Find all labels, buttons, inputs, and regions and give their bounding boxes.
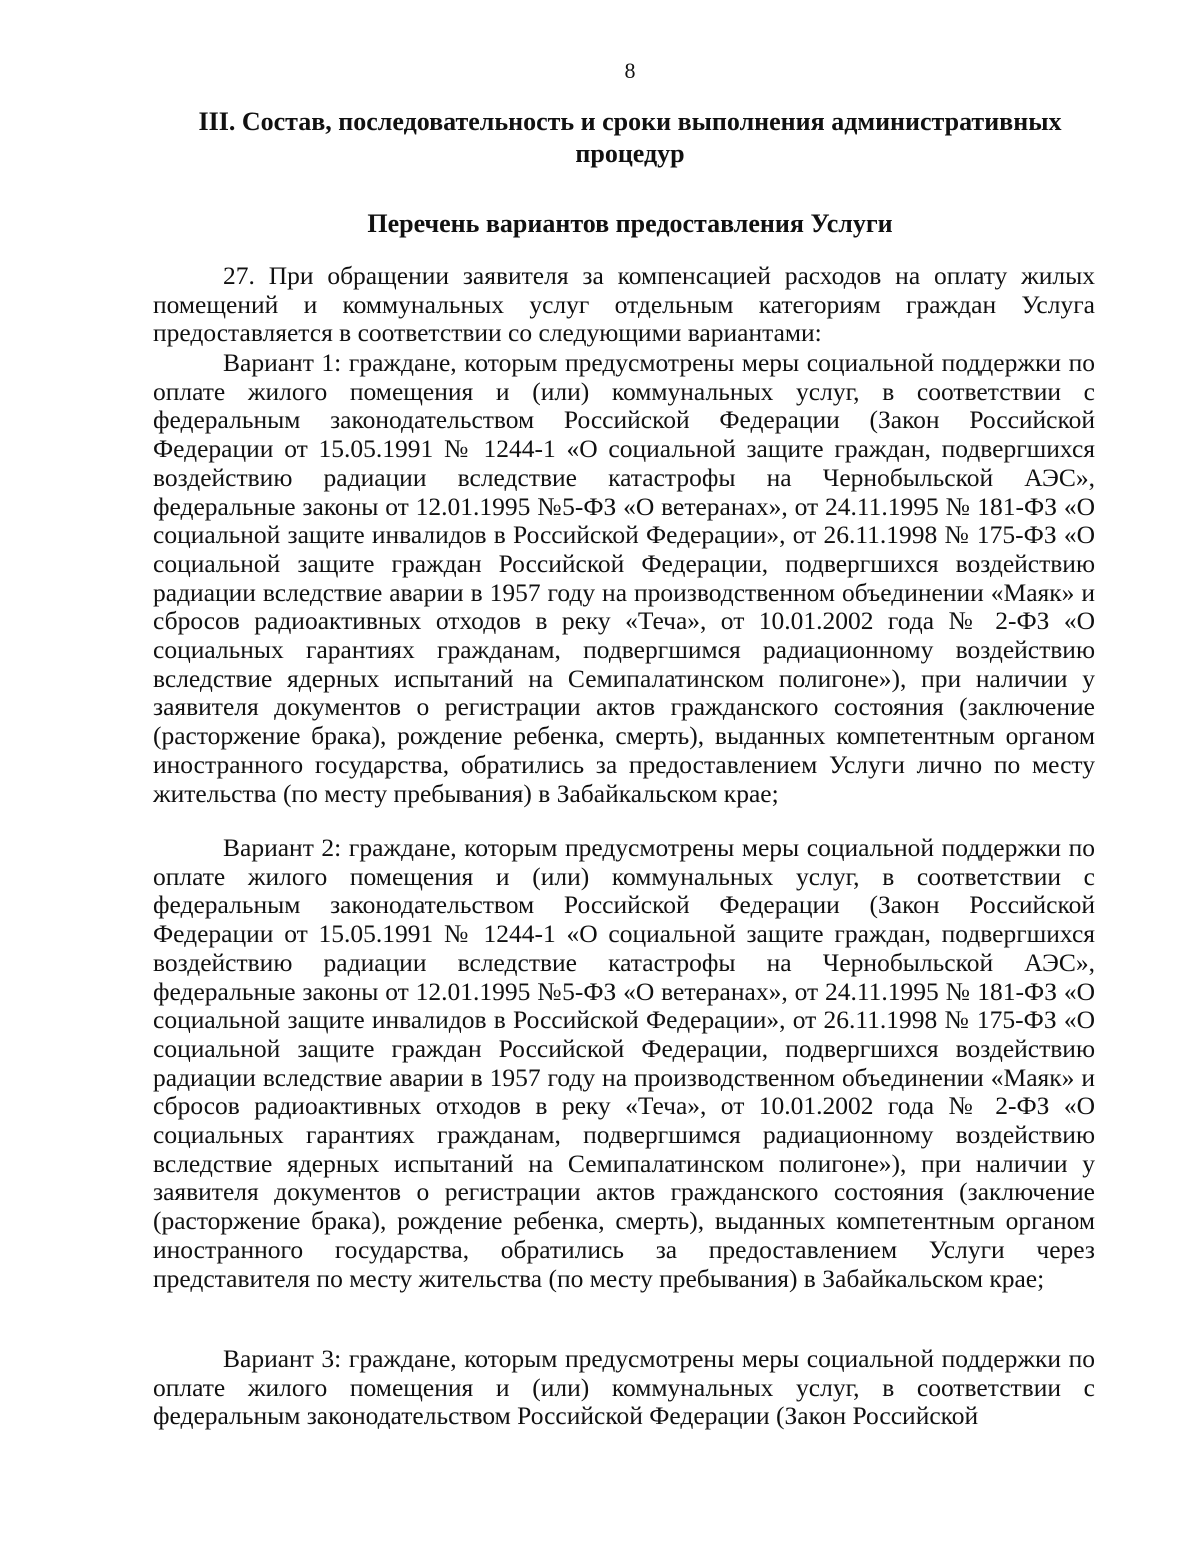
paragraph-variant-2: Вариант 2: граждане, которым предусмотрены меры социальной поддержки по оплате жилого помещения и (или) коммунальных услуг, в соответствии с федеральным законодательством Российской Федерации (Закон Российской Федерации от 15.05.1991 № 1244-1 «О социальной защите граждан, подвергшихся воздействию радиации вследствие катастрофы на Чернобыльской АЭС», федеральные законы от 12.01.1995 №5-ФЗ «О ветеранах», от 24.11.1995 № 181-ФЗ «О социальной защите инвалидов в Российской Федерации», от 26.11.1998 № 175-ФЗ «О социальной защите граждан Российской Федерации, подвергшихся воздействию радиации вследствие аварии в 1957 году на производственном объединении «Маяк» и сбросов радиоактивных отходов в реку «Теча», от 10.01.2002 года № 2-ФЗ «О социальных гарантиях гражданам, подвергшимся радиационному воздействию вследствие ядерных испытаний на Семипалатинском полигоне»), при наличии у заявителя документов о регистрации актов гражданского состояния (заключение (расторжение брака), рождение ребенка, смерть), выданных компетентным органом иностранного государства, обратились за предоставлением Услуги через представителя по месту жительства (по месту пребывания) в Забайкальском крае; [153,833,1095,1293]
paragraph-variant-1: Вариант 1: граждане, которым предусмотрены меры социальной поддержки по оплате жилого помещения и (или) коммунальных услуг, в соответствии с федеральным законодательством Российской Федерации (Закон Российской Федерации от 15.05.1991 № 1244-1 «О социальной защите граждан, подвергшихся воздействию радиации вследствие катастрофы на Чернобыльской АЭС», федеральные законы от 12.01.1995 №5-ФЗ «О ветеранах», от 24.11.1995 № 181-ФЗ «О социальной защите инвалидов в Российской Федерации», от 26.11.1998 № 175-ФЗ «О социальной защите граждан Российской Федерации, подвергшихся воздействию радиации вследствие аварии в 1957 году на производственном объединении «Маяк» и сбросов радиоактивных отходов в реку «Теча», от 10.01.2002 года № 2-ФЗ «О социальных гарантиях гражданам, подвергшимся радиационному воздействию вследствие ядерных испытаний на Семипалатинском полигоне»), при наличии у заявителя документов о регистрации актов гражданского состояния (заключение (расторжение брака), рождение ребенка, смерть), выданных компетентным органом иностранного государства, обратились за предоставлением Услуги лично по месту жительства (по месту пребывания) в Забайкальском крае; [153,348,1095,808]
paragraph-intro: 27. При обращении заявителя за компенсацией расходов на оплату жилых помещений и коммунальных услуг отдельным категориям граждан Услуга предоставляется в соответствии со следующими вариантами: [153,261,1095,348]
page-number: 8 [624,58,636,83]
section-title: III. Состав, последовательность и сроки выполнения административных процедур [198,107,1062,168]
subsection-title: Перечень вариантов предоставления Услуги [367,209,893,238]
paragraph-variant-3: Вариант 3: граждане, которым предусмотрены меры социальной поддержки по оплате жилого помещения и (или) коммунальных услуг, в соответствии с федеральным законодательством Российской Федерации (Закон Российской [153,1344,1095,1431]
